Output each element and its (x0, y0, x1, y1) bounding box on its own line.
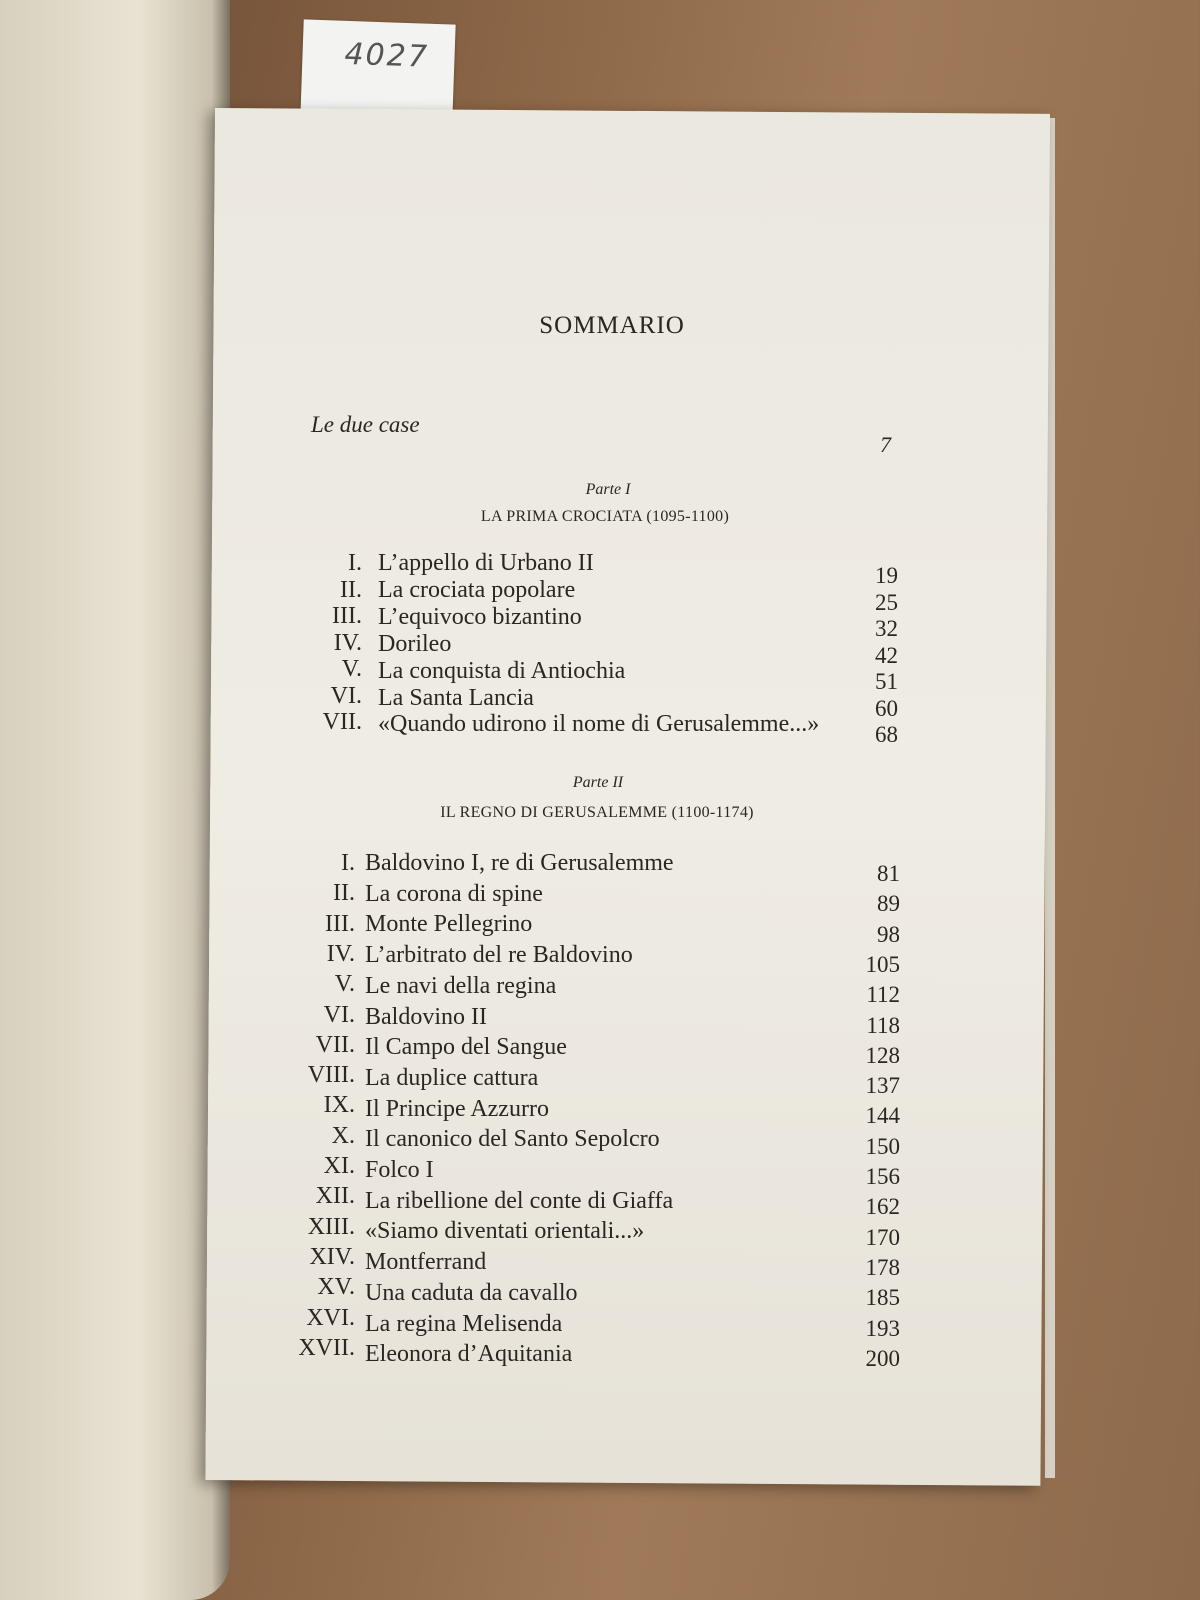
chapter-page-number: 144 (865, 1103, 900, 1129)
chapter-title: L’arbitrato del re Baldovino (365, 942, 633, 969)
chapter-page-number: 162 (865, 1194, 900, 1220)
part-2-label: Parte II (572, 774, 624, 791)
page-title: SOMMARIO (539, 312, 685, 339)
chapter-number: VI. (323, 1001, 355, 1028)
chapter-number: III. (325, 910, 355, 937)
part-1-label: Parte I (585, 481, 631, 498)
chapter-number: XIV. (309, 1243, 355, 1270)
chapter-title: Folco I (365, 1157, 434, 1183)
chapter-number: XVI. (306, 1304, 355, 1331)
chapter-title: Il canonico del Santo Sepolcro (365, 1126, 660, 1153)
intro-page-number: 7 (880, 432, 891, 457)
chapter-page-number: 98 (877, 921, 900, 947)
chapter-number: III. (332, 603, 362, 629)
chapter-page-number: 32 (875, 616, 898, 641)
chapter-title: Baldovino I, re di Gerusalemme (365, 850, 674, 876)
chapter-number: IV. (326, 940, 355, 967)
chapter-page-number: 19 (875, 563, 898, 588)
chapter-title: Eleonora d’Aquitania (365, 1341, 573, 1368)
chapter-number: II. (333, 880, 355, 907)
chapter-page-number: 60 (875, 695, 898, 721)
sticky-note-text: 4027 (343, 36, 430, 75)
chapter-title: La duplice cattura (365, 1064, 539, 1091)
chapter-page-number: 68 (875, 722, 898, 747)
chapter-page-number: 89 (877, 891, 900, 917)
chapter-number: XV. (317, 1274, 355, 1301)
chapter-page-number: 137 (865, 1073, 900, 1099)
chapter-title: La Santa Lancia (378, 684, 534, 711)
part-2-heading: IL REGNO DI GERUSALEMME (1100-1174) (440, 804, 754, 821)
chapter-title: Una caduta da cavallo (365, 1279, 578, 1306)
chapter-page-number: 128 (865, 1042, 900, 1068)
intro-title: Le due case (311, 412, 420, 437)
chapter-number: I. (348, 550, 362, 576)
chapter-page-number: 105 (865, 951, 900, 977)
chapter-title: «Siamo diventati orientali...» (365, 1218, 645, 1245)
chapter-number: I. (341, 850, 355, 876)
chapter-title: Montferrand (365, 1249, 487, 1276)
chapter-title: Le navi della regina (365, 972, 557, 999)
chapter-title: La regina Melisenda (365, 1310, 563, 1337)
chapter-page-number: 150 (865, 1133, 900, 1159)
chapter-title: Il Principe Azzurro (365, 1095, 549, 1122)
chapter-number: II. (340, 576, 362, 603)
chapter-number: VI. (330, 682, 362, 709)
chapter-number: X. (331, 1122, 355, 1149)
chapter-page-number: 42 (875, 642, 898, 668)
chapter-page-number: 200 (865, 1345, 900, 1371)
left-page (0, 0, 230, 1600)
chapter-number: IV. (333, 629, 362, 656)
chapter-title: La ribellione del conte di Giaffa (365, 1187, 674, 1214)
sticky-note (300, 19, 455, 122)
chapter-page-number: 25 (875, 589, 898, 615)
chapter-page-number: 193 (865, 1315, 900, 1341)
chapter-page-number: 178 (865, 1254, 900, 1280)
chapter-page-number: 112 (866, 982, 900, 1008)
chapter-title: Monte Pellegrino (365, 911, 533, 938)
chapter-title: L’equivoco bizantino (378, 603, 582, 630)
chapter-page-number: 118 (866, 1012, 900, 1038)
chapter-title: «Quando udirono il nome di Gerusalemme...» (378, 711, 820, 738)
chapter-title: La conquista di Antiochia (378, 657, 626, 684)
chapter-page-number: 156 (865, 1164, 900, 1189)
chapter-title: Il Campo del Sangue (365, 1034, 567, 1061)
chapter-number: V. (341, 656, 362, 682)
chapter-page-number: 170 (865, 1224, 900, 1250)
chapter-number: XI. (323, 1153, 355, 1179)
chapter-number: IX. (323, 1092, 355, 1119)
chapter-number: VII. (315, 1031, 355, 1058)
chapter-title: Dorileo (378, 630, 452, 657)
chapter-number: XII. (315, 1183, 355, 1210)
chapter-page-number: 185 (865, 1285, 900, 1311)
chapter-title: La crociata popolare (378, 576, 576, 603)
chapter-number: V. (334, 971, 355, 998)
part-1-heading: LA PRIMA CROCIATA (1095-1100) (480, 508, 730, 525)
chapter-number: VII. (322, 709, 362, 735)
chapter-number: XIII. (307, 1213, 355, 1240)
chapter-title: La corona di spine (365, 880, 543, 907)
chapter-number: VIII. (307, 1062, 355, 1089)
chapter-page-number: 81 (877, 861, 900, 886)
chapter-title: L’appello di Urbano II (378, 550, 594, 576)
chapter-title: Baldovino II (365, 1003, 487, 1030)
chapter-page-number: 51 (875, 669, 898, 694)
chapter-number: XVII. (298, 1334, 355, 1361)
